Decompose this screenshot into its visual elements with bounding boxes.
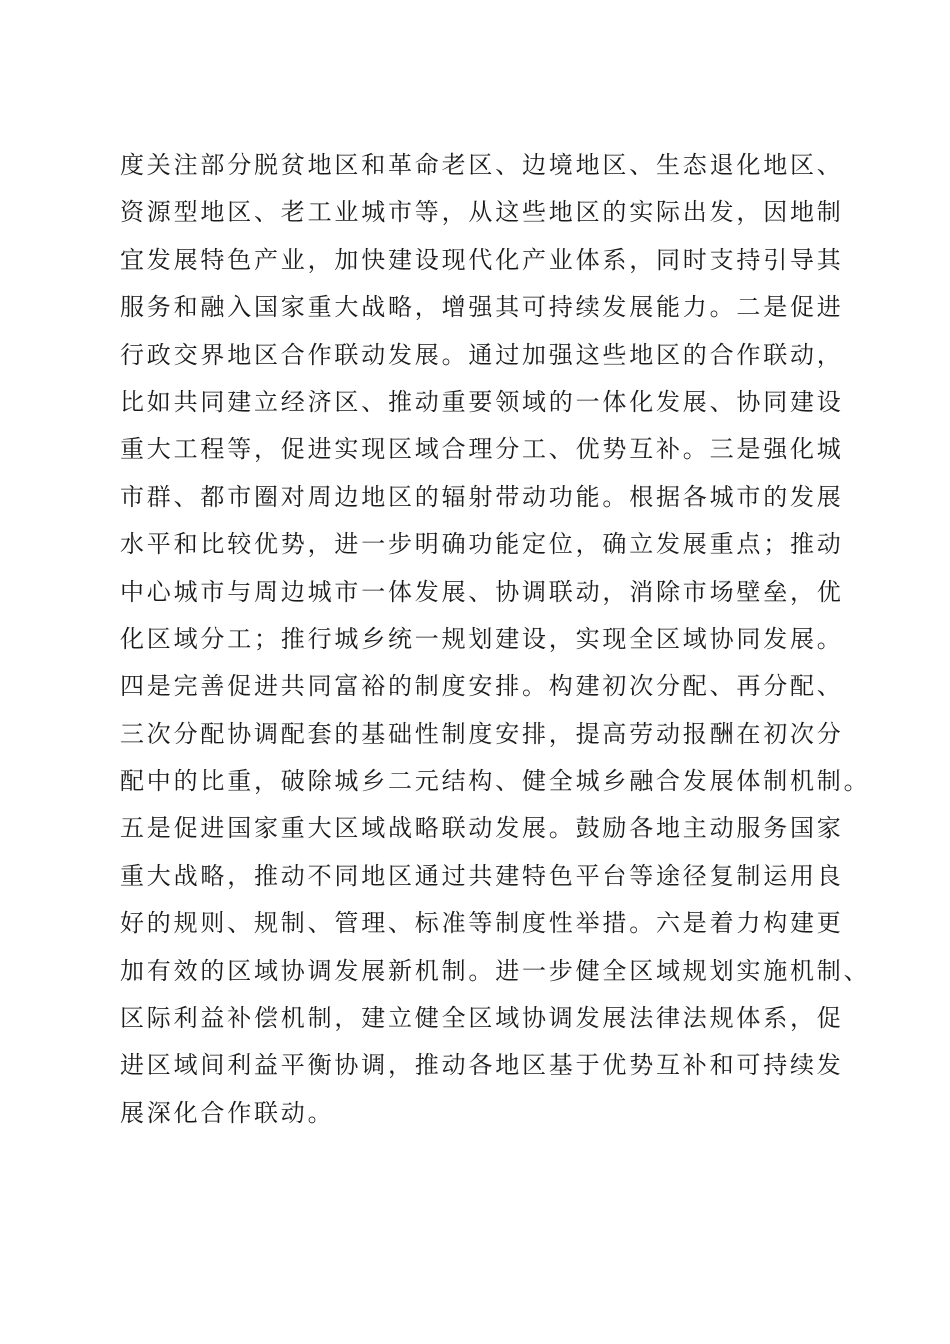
text-line: 重大工程等，促进实现区域合理分工、优势互补。三是强化城 (120, 435, 844, 464)
text-line: 加有效的区域协调发展新机制。进一步健全区域规划实施机制、 (120, 956, 871, 985)
text-line: 行政交界地区合作联动发展。通过加强这些地区的合作联动， (120, 340, 844, 369)
text-line: 五是促进国家重大区域战略联动发展。鼓励各地主动服务国家 (120, 814, 844, 843)
text-line: 三次分配协调配套的基础性制度安排，提高劳动报酬在初次分 (120, 719, 844, 748)
text-line: 重大战略，推动不同地区通过共建特色平台等途径复制运用良 (120, 861, 844, 890)
text-line: 展深化合作联动。 (120, 1098, 335, 1127)
text-line: 进区域间利益平衡协调，推动各地区基于优势互补和可持续发 (120, 1051, 844, 1080)
text-line: 服务和融入国家重大战略，增强其可持续发展能力。二是促进 (120, 293, 844, 322)
text-line: 化区域分工；推行城乡统一规划建设，实现全区域协同发展。 (120, 624, 844, 653)
text-line: 四是完善促进共同富裕的制度安排。构建初次分配、再分配、 (120, 672, 844, 701)
text-line: 比如共同建立经济区、推动重要领域的一体化发展、协同建设 (120, 387, 844, 416)
text-line: 度关注部分脱贫地区和革命老区、边境地区、生态退化地区、 (120, 151, 844, 179)
text-line: 水平和比较优势，进一步明确功能定位，确立发展重点；推动 (120, 530, 844, 559)
text-line: 资源型地区、老工业城市等，从这些地区的实际出发，因地制 (120, 198, 844, 227)
text-line: 宜发展特色产业，加快建设现代化产业体系，同时支持引导其 (120, 245, 844, 274)
text-line: 好的规则、规制、管理、标准等制度性举措。六是着力构建更 (120, 909, 844, 938)
body-paragraph (120, 142, 871, 1137)
text-line: 中心城市与周边城市一体发展、协调联动，消除市场壁垒，优 (120, 577, 844, 606)
text-line: 配中的比重，破除城乡二元结构、健全城乡融合发展体制机制。 (120, 767, 871, 796)
text-line: 区际利益补偿机制，建立健全区域协调发展法律法规体系，促 (120, 1004, 844, 1033)
text-line: 市群、都市圈对周边地区的辐射带动功能。根据各城市的发展 (120, 482, 844, 511)
